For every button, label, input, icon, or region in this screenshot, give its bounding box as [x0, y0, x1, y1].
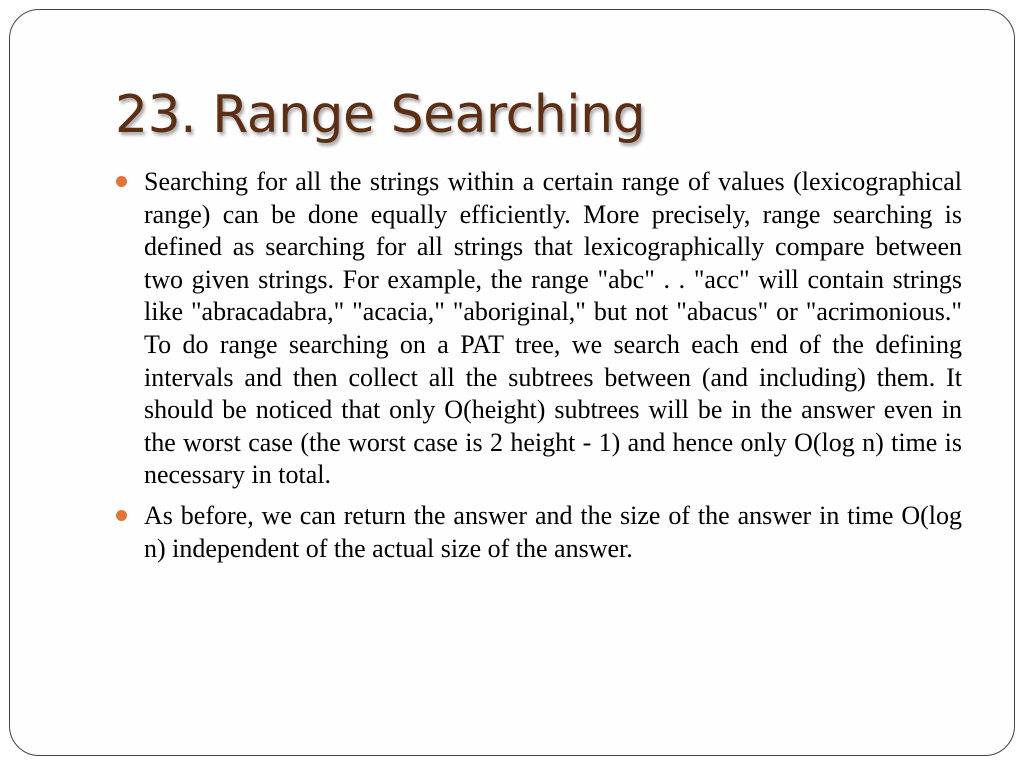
- bullet-item-1: [144, 166, 962, 492]
- bullet-dot-icon: [116, 176, 127, 187]
- bullet-item-2: [144, 500, 962, 565]
- bullet-dot-icon: [116, 510, 127, 521]
- bullet-text-1: Searching for all the strings within a certain range of values (lexicographical range) can be done equally efficiently. More precisely, range searching is defined as searching for all strings that lexicographically compare between two given strings. For example, the range "abc" . . "acc" will contain strings like "abracadabra," "acacia," "aboriginal," but not "abacus" or "acrimonious." To do range searching on a PAT tree, we search each end of the defining intervals and then collect all the subtrees between (and including) them. It should be noticed that only O(height) subtrees will be in the answer even in the worst case (the worst case is 2 height - 1) and hence only O(log n) time is necessary in total.: [144, 167, 962, 490]
- bullet-text-2: As before, we can return the answer and the size of the answer in time O(log n) independent of the actual size of the answer.: [144, 500, 962, 563]
- slide-title: 23. Range Searching: [115, 85, 646, 145]
- bullet-list: [144, 166, 962, 573]
